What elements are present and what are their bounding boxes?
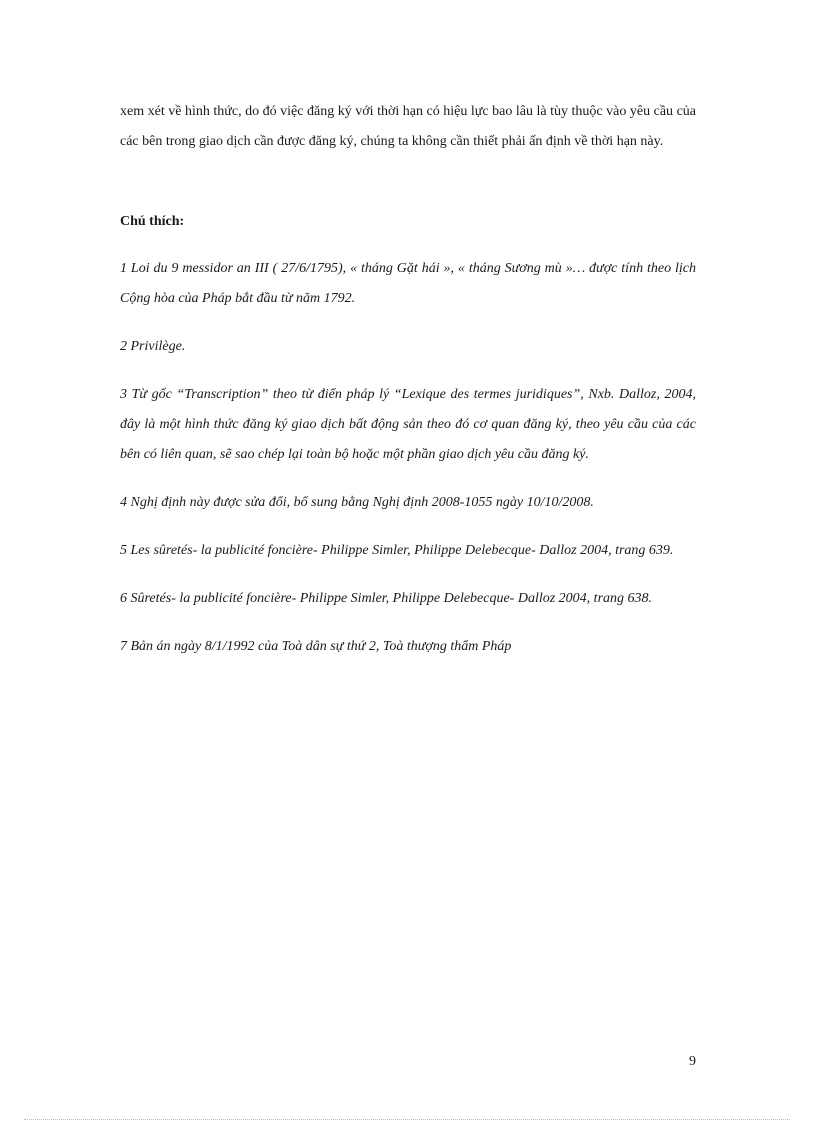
page-number: 9 [689,1054,696,1069]
footnote-7: 7 Bản án ngày 8/1/1992 của Toà dân sự thứ 2, Toà thượng thẩm Pháp [120,639,512,654]
notes-heading: Chú thích: [120,214,185,229]
footnote-6: 6 Sûretés- la publicité foncière- Philippe Simler, Philippe Delebecque- Dalloz 2004, trang 638. [120,591,653,606]
footnote-4: 4 Nghị định này được sửa đổi, bổ sung bằng Nghị định 2008-1055 ngày 10/10/2008. [120,495,594,510]
body-paragraph: xem xét về hình thức, do đó việc đăng ký với thời hạn có hiệu lực bao lâu là tùy thuộc vào yêu cầu của các bên trong giao dịch cần được đăng ký, chúng ta không cần thiết phải ấn định về thời hạn này. [120,104,696,149]
page-bottom-divider [24,1119,790,1120]
footnote-3: 3 Từ gốc “Transcription” theo từ điển pháp lý “Lexique des termes juridiques”, Nxb. Dalloz, 2004, đây là một hình thức đăng ký giao dịch bất động sản theo đó cơ quan đăng ký, theo yêu cầu của các bên có liên quan, sẽ sao chép lại toàn bộ hoặc một phần giao dịch yêu cầu đăng ký. [120,387,696,462]
footnote-5: 5 Les sûretés- la publicité foncière- Philippe Simler, Philippe Delebecque- Dalloz 2004, trang 639. [120,543,674,558]
footnotes-list [120,254,696,680]
footnote-2: 2 Privilège. [120,339,186,354]
footnote-1: 1 Loi du 9 messidor an III ( 27/6/1795), « tháng Gặt hái », « tháng Sương mù »… được tính theo lịch Cộng hòa của Pháp bắt đầu từ năm 1792. [120,261,696,306]
